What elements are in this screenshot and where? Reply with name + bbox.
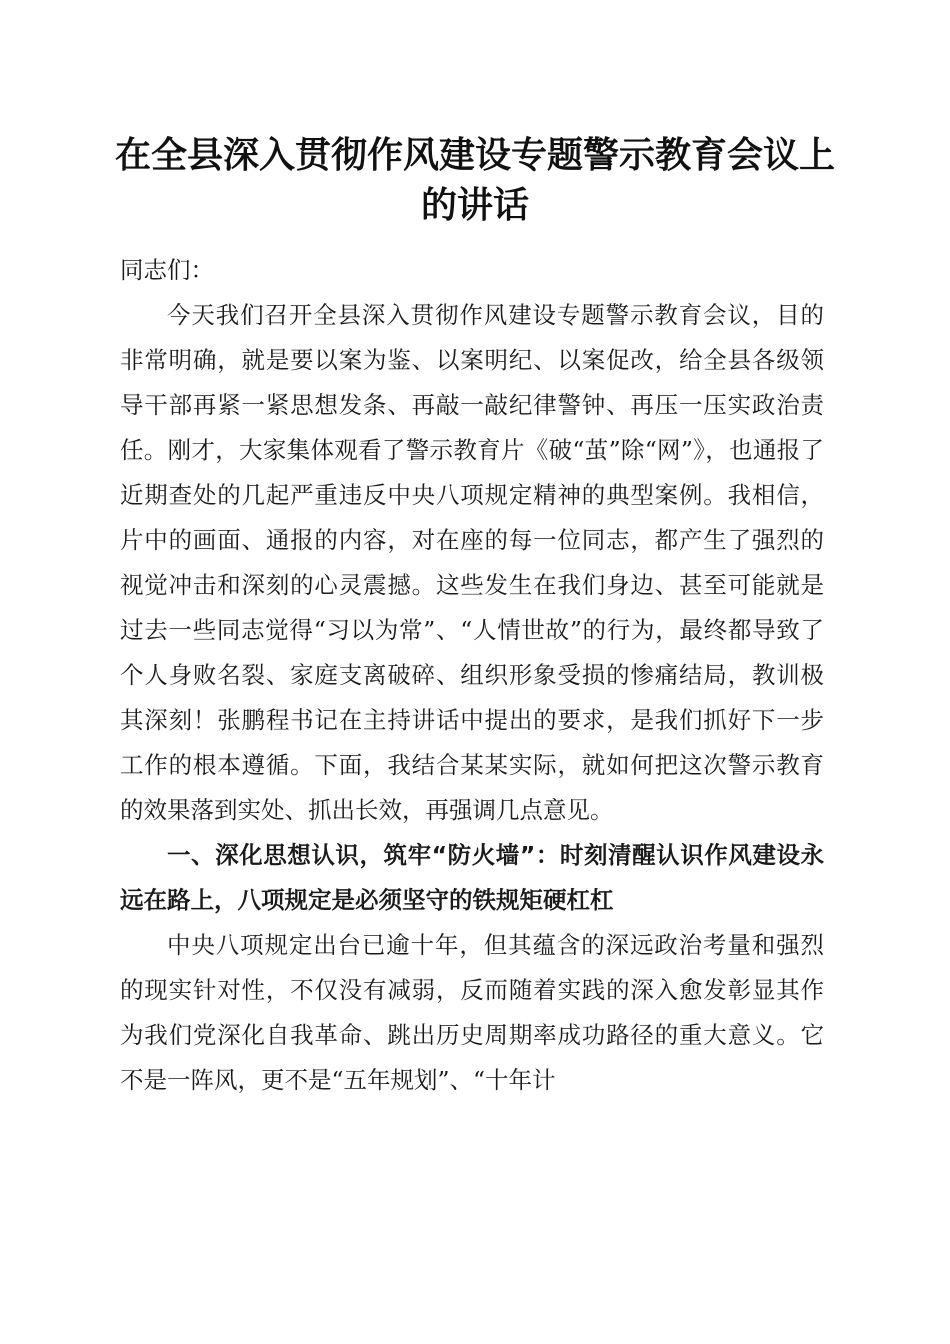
document-title: 在全县深入贯彻作风建设专题警示教育会议上的讲话 bbox=[114, 134, 835, 226]
intro-paragraph: 今天我们召开全县深入贯彻作风建设专题警示教育会议，目的非常明确，就是要以案为鉴、以案明纪、以案促改，给全县各级领导干部再紧一紧思想发条、再敲一敲纪律警钟、再压一压实政治责任。刚才，大家集体观看了警示教育片《破“茧”除“网”》，也通报了近期查处的几起严重违反中央八项规定精神的典型案例。我相信，片中的画面、通报的内容，对在座的每一位同志，都产生了强烈的视觉冲击和深刻的心灵震撼。这些发生在我们身边、甚至可能就是过去一些同志觉得“习以为常”、“人情世故”的行为，最终都导致了个人身败名裂、家庭支离破碎、组织形象受损的惨痛结局，教训极其深刻！张鹏程书记在主持讲话中提出的要求，是我们抓好下一步工作的根本遵循。下面，我结合某某实际，就如何把这次警示教育的效果落到实处、抓出长效，再强调几点意见。 bbox=[120, 301, 824, 824]
salutation: 同志们： bbox=[120, 256, 214, 284]
document-body bbox=[120, 248, 824, 1103]
section-heading-1: 一、深化思想认识，筑牢“防火墙”：时刻清醒认识作风建设永远在路上，八项规定是必须坚守的铁规矩硬杠杠 bbox=[120, 841, 824, 914]
section-1-paragraph: 中央八项规定出台已逾十年，但其蕴含的深远政治考量和强烈的现实针对性，不仅没有减弱，反而随着实践的深入愈发彰显其作为我们党深化自我革命、跳出历史周期率成功路径的重大意义。它不是一阵风，更不是“五年规划”、“十年计 bbox=[120, 931, 824, 1094]
